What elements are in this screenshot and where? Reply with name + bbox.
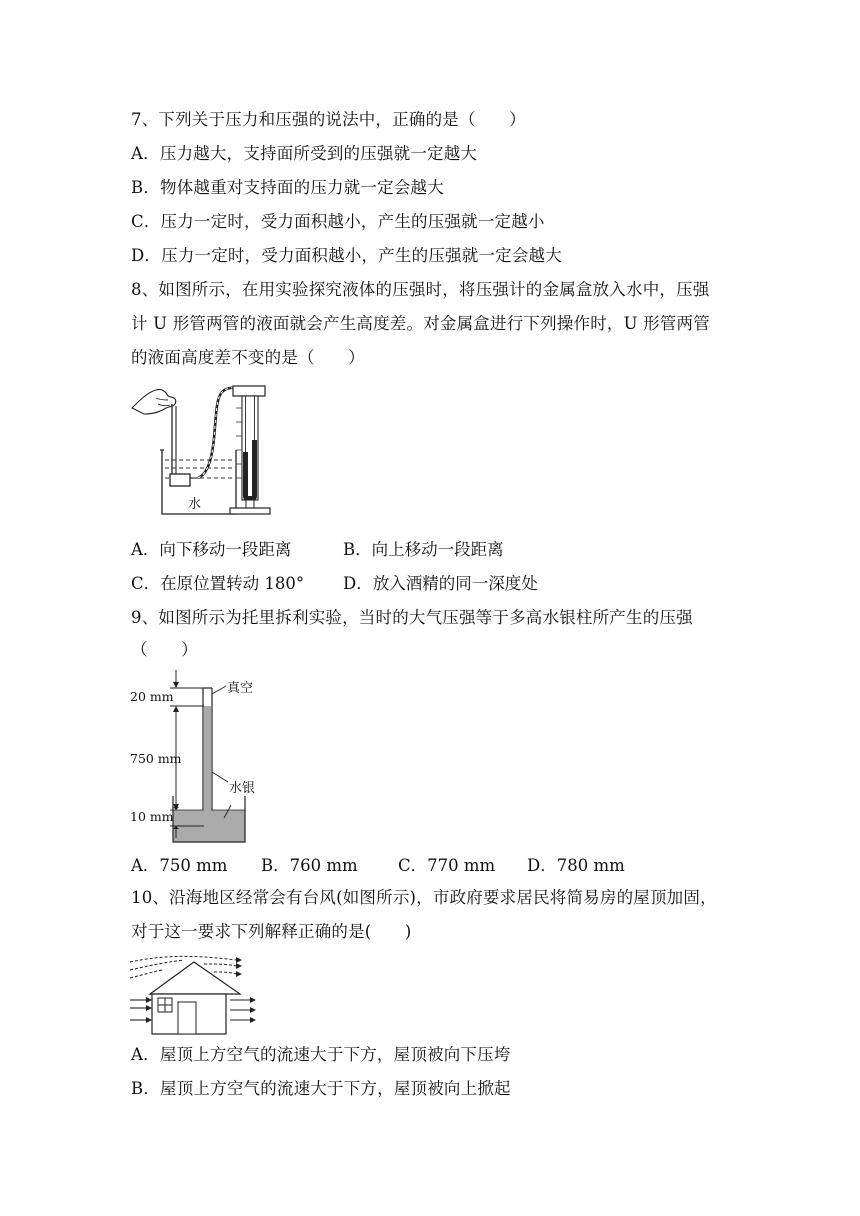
question-9-option-c: C．770 mm [398,856,496,875]
question-8-option-a: A．向下移动一段距离 [131,540,292,559]
question-8-stem-line-2: 计 U 形管两管的液面就会产生高度差。对金属盒进行下列操作时，U 形管两管 [131,314,710,333]
question-7-option-a: A．压力越大，支持面所受到的压强就一定越大 [131,144,478,163]
question-9-stem-line-2: （ ） [131,640,198,659]
question-10-option-a: A．屋顶上方空气的流速大于下方，屋顶被向下压垮 [131,1045,511,1064]
question-9-stem-line-1: 9、如图所示为托里拆利实验，当时的大气压强等于多高水银柱所产生的压强 [131,608,693,627]
question-7-option-b: B．物体越重对支持面的压力就一定会越大 [131,178,444,197]
label-vacuum: 真空 [227,681,254,696]
question-8-option-c: C．在原位置转动 180° [131,574,305,593]
question-8-option-b: B．向上移动一段距离 [343,540,504,559]
question-10-option-b: B．屋顶上方空气的流速大于下方，屋顶被向上掀起 [131,1079,511,1098]
question-10-stem-line-1: 10、沿海地区经常会有台风(如图所示)，市政府要求居民将简易房的屋顶加固， [131,888,717,907]
question-8-stem-line-1: 8、如图所示，在用实验探究液体的压强时，将压强计的金属盒放入水中，压强 [131,280,710,299]
question-8-option-d: D．放入酒精的同一深度处 [343,574,538,593]
question-8-stem-line-3: 的液面高度差不变的是（ ） [131,348,365,367]
label-750mm: 750 mm [130,751,182,766]
question-9-option-b: B．760 mm [261,856,358,875]
question-7-stem: 7、下列关于压力和压强的说法中，正确的是（ ） [131,110,526,129]
question-7-option-d: D．压力一定时，受力面积越小，产生的压强就一定会越大 [131,246,562,265]
label-10mm: 10 mm [130,809,174,824]
label-20mm: 20 mm [130,689,174,704]
pressure-gauge-figure [130,378,280,520]
question-7-option-c: C．压力一定时，受力面积越小，产生的压强就一定越小 [131,212,545,231]
question-10-stem-line-2: 对于这一要求下列解释正确的是( ) [131,922,412,941]
label-mercury: 水银 [229,781,256,796]
question-9-option-d: D．780 mm [527,856,625,875]
torricelli-figure [128,668,264,846]
question-9-option-a: A．750 mm [131,856,228,875]
water-label: 水 [188,497,202,512]
typhoon-house-figure [128,952,258,1038]
